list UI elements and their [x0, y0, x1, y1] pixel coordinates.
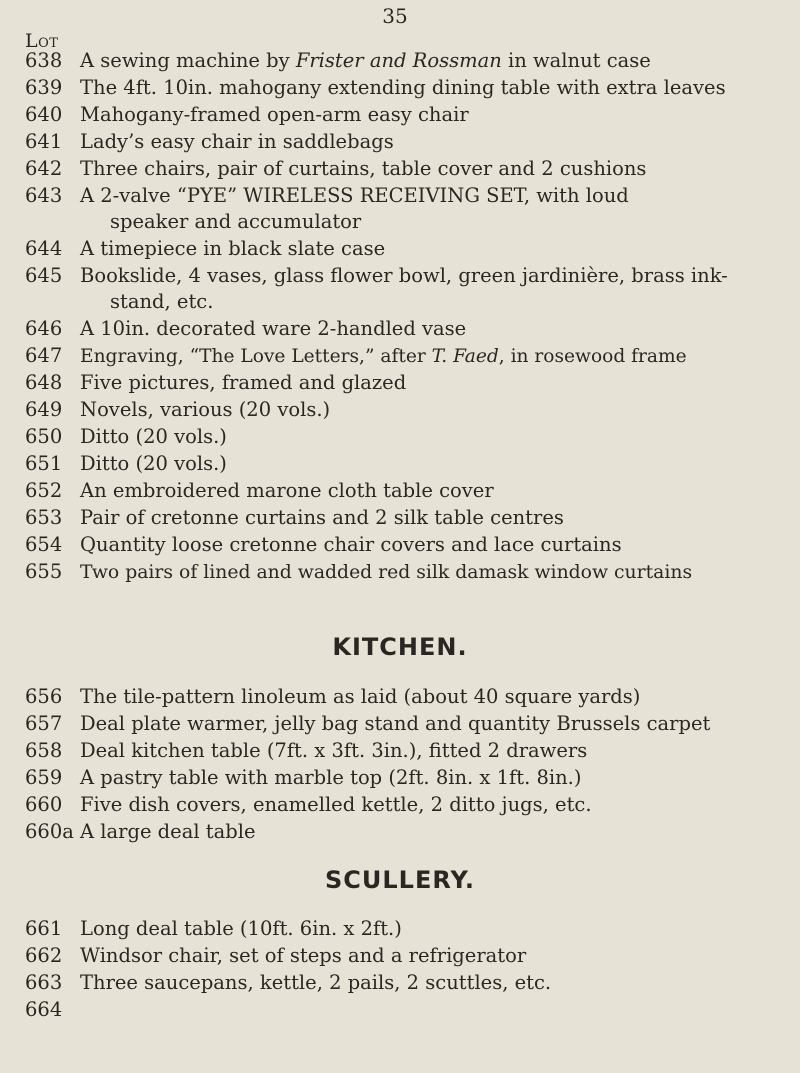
lot-description: Ditto (20 vols.) [80, 425, 227, 448]
lot-description: Mahogany-framed open-arm easy chair [80, 103, 469, 126]
lot-number: 663 [25, 971, 63, 994]
lot-number: 648 [25, 371, 63, 394]
lot-description: Deal plate warmer, jelly bag stand and quantity Brussels carpet [80, 712, 711, 735]
lot-number: 651 [25, 452, 63, 475]
lot-number: 640 [25, 103, 63, 126]
lot-description: Windsor chair, set of steps and a refrigerator [80, 944, 527, 967]
lot-description: Novels, various (20 vols.) [80, 398, 331, 421]
lot-entry [25, 765, 582, 791]
lot-entry [25, 970, 551, 996]
lot-description: Ditto (20 vols.) [80, 452, 227, 475]
lot-number: 664 [25, 998, 63, 1021]
lot-entry [25, 505, 564, 531]
lot-entry [25, 316, 466, 342]
lot-number: 647 [25, 344, 63, 367]
lot-number: 649 [25, 398, 63, 421]
lot-number: 645 [25, 264, 63, 287]
lot-entry [25, 532, 622, 558]
lot-description: A pastry table with marble top (2ft. 8in. x 1ft. 8in.) [80, 766, 582, 789]
lot-entry [25, 343, 687, 370]
lot-entry [25, 792, 592, 818]
lot-entry [25, 943, 526, 969]
lot-number: 654 [25, 533, 63, 556]
lot-continuation [25, 289, 213, 315]
lot-number: 652 [25, 479, 63, 502]
lot-description: Lady’s easy chair in saddlebags [80, 130, 394, 153]
lot-number: 656 [25, 685, 63, 708]
lot-number: 641 [25, 130, 63, 153]
lot-number: 655 [25, 560, 63, 583]
lot-entry [25, 559, 692, 586]
lot-description: Quantity loose cretonne chair covers and lace curtains [80, 533, 622, 556]
lot-description: A timepiece in black slate case [80, 237, 386, 260]
lot-description: Five pictures, framed and glazed [80, 371, 407, 394]
lot-number: 638 [25, 49, 63, 72]
lot-description: Bookslide, 4 vases, glass flower bowl, green jardinière, brass ink- [80, 264, 728, 287]
lot-description: Three saucepans, kettle, 2 pails, 2 scuttles, etc. [80, 971, 552, 994]
lot-description: A large deal table [80, 820, 256, 843]
page-number: 35 [382, 4, 408, 28]
lot-entry [25, 451, 227, 477]
lot-entry [25, 424, 227, 450]
lot-description: Pair of cretonne curtains and 2 silk table centres [80, 506, 564, 529]
lot-description: An embroidered marone cloth table cover [80, 479, 494, 502]
lot-entry [25, 397, 330, 423]
lot-number: 643 [25, 184, 63, 207]
lot-description: The tile-pattern linoleum as laid (about 40 square yards) [80, 685, 641, 708]
lot-description-continued: stand, etc. [110, 290, 214, 313]
lot-number: 661 [25, 917, 63, 940]
lot-entry [25, 183, 629, 209]
section-title-scullery: SCULLERY. [324, 866, 476, 894]
lot-number: 658 [25, 739, 63, 762]
lot-number: 660a [25, 820, 74, 843]
lot-entry [25, 684, 640, 710]
lot-description: A 2-valve “PYE” WIRELESS RECEIVING SET, with loud [80, 184, 629, 207]
lot-entry [25, 102, 469, 128]
lot-number: 662 [25, 944, 63, 967]
lot-number: 659 [25, 766, 63, 789]
lot-description-continued: speaker and accumulator [110, 210, 362, 233]
lot-description: Engraving, “The Love Letters,” after T. Faed, in rosewood frame [80, 346, 687, 367]
lot-number: 650 [25, 425, 63, 448]
lot-description: Five dish covers, enamelled kettle, 2 ditto jugs, etc. [80, 793, 592, 816]
lot-entry [25, 263, 728, 289]
lot-number: 660 [25, 793, 63, 816]
lot-number: 642 [25, 157, 63, 180]
lot-number: 639 [25, 76, 63, 99]
lot-entry [25, 478, 494, 504]
lot-description: Deal kitchen table (7ft. x 3ft. 3in.), fitted 2 drawers [80, 739, 588, 762]
lot-entry [25, 48, 651, 74]
lot-entry [25, 819, 256, 845]
lot-number: 644 [25, 237, 63, 260]
lot-entry [25, 370, 406, 396]
lot-entry [25, 916, 402, 942]
lot-entry [25, 129, 394, 155]
lot-description: A 10in. decorated ware 2-handled vase [80, 317, 467, 340]
lot-entry [25, 156, 646, 182]
lot-entry [25, 236, 385, 262]
lot-description: Long deal table (10ft. 6in. x 2ft.) [80, 917, 402, 940]
lot-number: 646 [25, 317, 63, 340]
lot-continuation [25, 209, 361, 235]
lot-description: A sewing machine by Frister and Rossman in walnut case [80, 49, 651, 72]
lot-entry [25, 75, 726, 101]
lot-description: Two pairs of lined and wadded red silk damask window curtains [80, 562, 693, 583]
lot-entry [25, 711, 710, 737]
section-title-kitchen: KITCHEN. [332, 633, 468, 661]
lot-number: 657 [25, 712, 63, 735]
lot-entry [25, 997, 80, 1023]
lot-number: 653 [25, 506, 63, 529]
lot-entry [25, 738, 587, 764]
lot-description: Three chairs, pair of curtains, table cover and 2 cushions [80, 157, 647, 180]
lot-column-heading: Lot [25, 30, 59, 52]
lot-description: The 4ft. 10in. mahogany extending dining table with extra leaves [80, 76, 726, 99]
